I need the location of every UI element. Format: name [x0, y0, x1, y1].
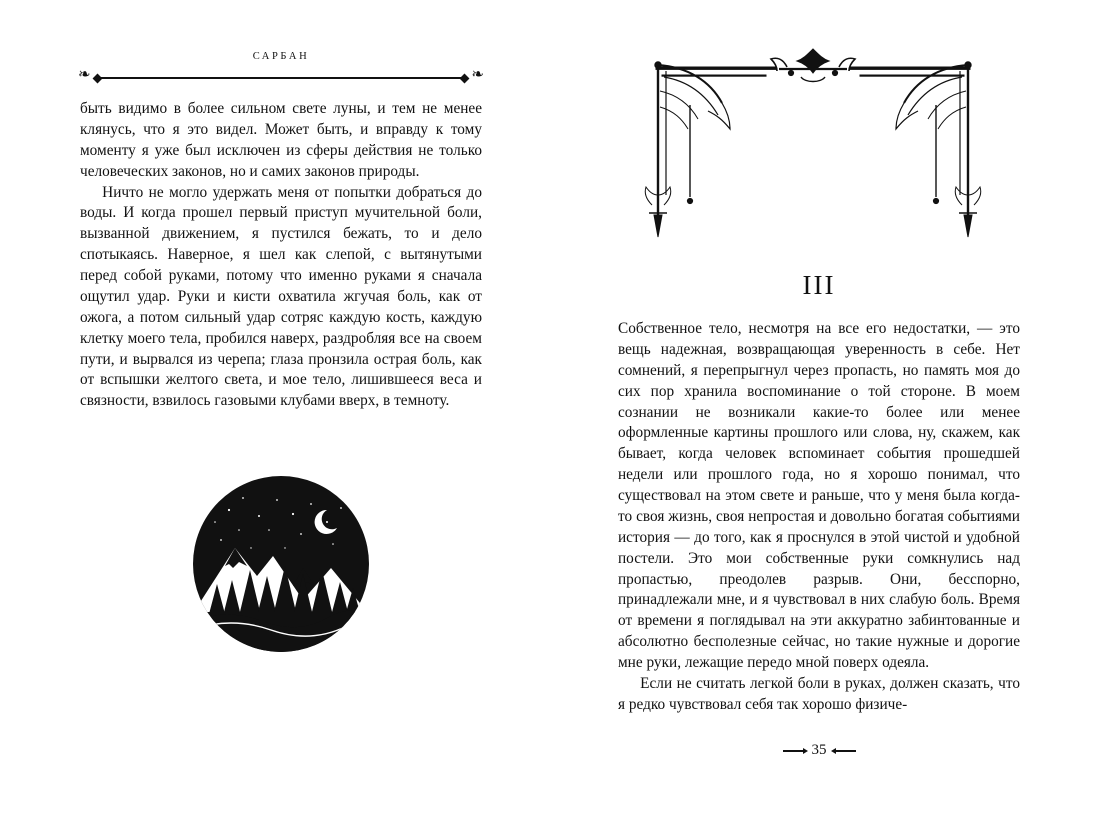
body-paragraph: Собственное тело, несмотря на все его недостатки, — это вещь надежная, возвращающая уверенность в себе. Нет сомнений, я перепрыгнул через пропасть, но память моя до сих пор хранила воспоминание о той стороне. В моем сознании не возникали какие-то более или менее оформленные картины прошлого или слова, ну, скажем, как бывает, когда человек вспоминает события прошедшей недели или прошлого года, но я хорошо понимал, что существовал на этом свете и раньше, что у меня была когда-то своя жизнь, своя непростая и довольно богатая событиями история — до того, как я проснулся в этой чистой и удобной постели. Это мои собственные руки сомкнулись над пропастью, преодолев разрыв. Они, бесспорно, принадлежали мне, и я чувствовал в них слабую боль. Время от времени я поглядывал на эти аккуратно забинтованные и абсолютно бесполезные сейчас, но такие нужные и дорогие мне руки, лежащие передо мной поверх одеяла. — [618, 320, 1020, 671]
folio-dash-left-icon — [783, 750, 803, 752]
header-rule-line — [96, 77, 466, 79]
chapter-illustration — [80, 464, 482, 664]
chapter-number: III — [802, 270, 836, 300]
art-nouveau-arch-headpiece-icon — [618, 45, 1008, 260]
chapter-body — [618, 319, 1020, 716]
folio-dash-right-icon — [836, 750, 856, 752]
body-paragraph: Если не считать легкой боли в руках, должен сказать, что я редко чувствовал себя так хорошо физиче- — [618, 674, 1020, 713]
body-paragraph: Ничто не могло удержать меня от попытки добраться до воды. И когда прошел первый приступ мучительной боли, вызванной движением, я пустился бежать, то и дело спотыкаясь. Наверное, я шел как слепой, с вытянутыми перед собой руками, потому что именно руками я сначала ощутил удар. Руки и кисти охватила жгучая боль, как от ожога, а потом сильный удар сотряс каждую кость, каждую клетку моего тела, пробился наверх, раздробляя все на своем пути, и вырвался из черепа; глаза пронзила острая боль, как от вспышки желтого света, и мое тело, лишившееся веса и связности, взвилось газовыми клубами вверх, в темноту. — [80, 183, 482, 410]
running-head-title: САРБАН — [243, 51, 320, 62]
leaf-ornament-right-icon: ❧ — [471, 67, 484, 83]
running-head — [80, 45, 482, 85]
body-paragraph: быть видимо в более сильном свете луны, и тем не менее клянусь, что я это видел. Может быть, и вправду к тому моменту я уже был исключен из сферы действия не только человеческих законов, но и самих законов природы. — [80, 100, 482, 180]
right-page — [550, 0, 1100, 825]
leaf-ornament-left-icon: ❧ — [78, 67, 91, 83]
chapter-headpiece — [618, 45, 1020, 305]
mountains-forest-night-roundel-icon — [181, 464, 381, 664]
page-number: 35 — [811, 742, 827, 758]
header-rule — [78, 67, 484, 85]
page-folio — [618, 742, 1020, 785]
